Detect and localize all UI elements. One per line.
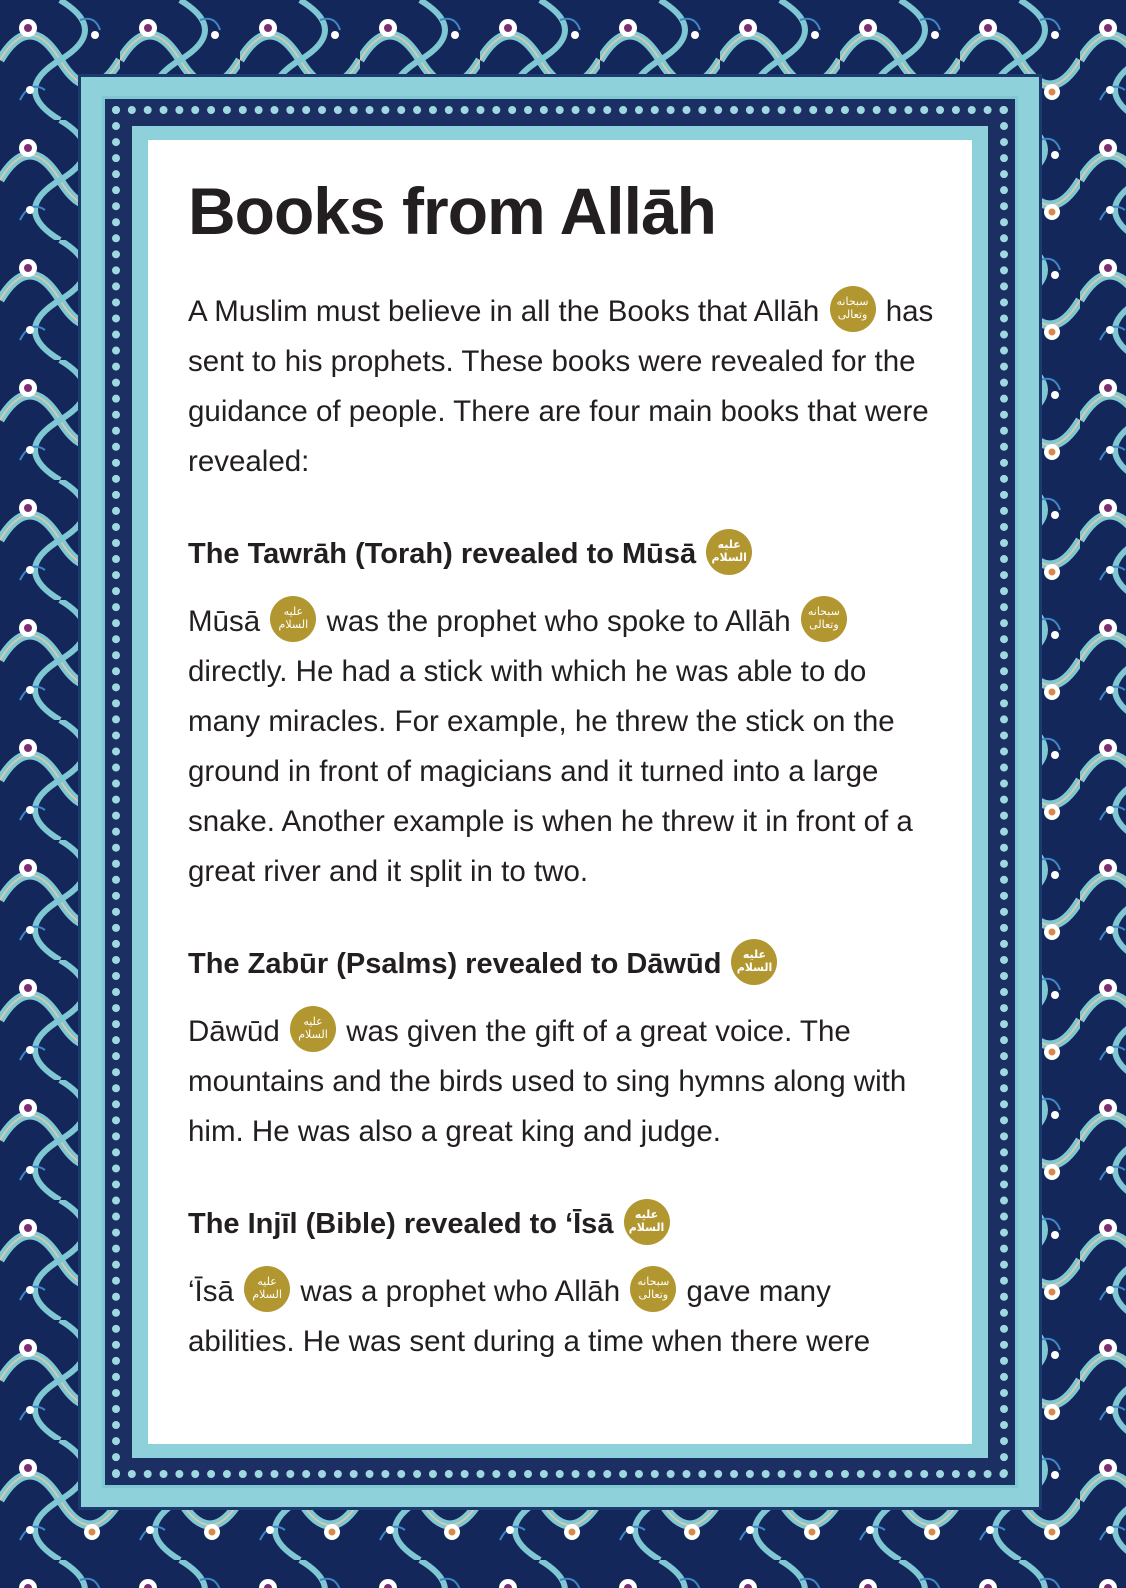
section-heading-text: The Zabūr (Psalms) revealed to Dāwūd	[188, 948, 722, 981]
honorific-alayhi-icon: عليه السلام	[244, 1266, 290, 1312]
honorific-alayhi-icon: عليه السلام	[624, 1199, 670, 1245]
page-panel	[148, 140, 972, 1444]
body-text: Mūsā	[188, 605, 261, 639]
honorific-alayhi-icon: عليه السلام	[290, 1006, 336, 1052]
section-heading-zabur	[188, 939, 938, 989]
intro-text-1: A Muslim must believe in all the Books that Allāh	[188, 295, 820, 329]
body-text: gave many abilities. He was sent during a time when there were	[188, 1275, 871, 1359]
intro-text-2: has sent to his prophets. These books were revealed for the guidance of people. There are four main books that were revealed:	[188, 295, 934, 479]
section-heading-text: The Tawrāh (Torah) revealed to Mūsā	[188, 538, 697, 571]
honorific-subhanahu-icon: سبحانه وتعالى	[630, 1266, 676, 1312]
section-body-zabur	[188, 1007, 938, 1157]
section-heading-text: The Injīl (Bible) revealed to ‘Īsā	[188, 1208, 614, 1241]
honorific-subhanahu-icon: سبحانه وتعالى	[830, 286, 876, 332]
honorific-alayhi-icon: عليه السلام	[731, 939, 777, 985]
honorific-subhanahu-icon: سبحانه وتعالى	[801, 596, 847, 642]
section-heading-tawrah	[188, 529, 938, 579]
section-heading-injil	[188, 1199, 938, 1249]
honorific-alayhi-icon: عليه السلام	[706, 529, 752, 575]
body-text: was a prophet who Allāh	[300, 1275, 621, 1309]
section-body-injil	[188, 1267, 938, 1367]
body-text: ‘Īsā	[188, 1275, 234, 1309]
body-text: Dāwūd	[188, 1015, 280, 1049]
section-body-tawrah	[188, 597, 938, 897]
page-title: Books from Allāh	[188, 174, 716, 248]
page-content	[188, 172, 938, 1367]
intro-paragraph	[188, 287, 938, 487]
body-text: was given the gift of a great voice. The mountains and the birds used to sing hymns along with him. He was also a great king and judge.	[188, 1015, 907, 1149]
honorific-alayhi-icon: عليه السلام	[270, 596, 316, 642]
body-text: was the prophet who spoke to Allāh	[326, 605, 791, 639]
body-text: directly. He had a stick with which he was able to do many miracles. For example, he threw the stick on the ground in front of magicians and it turned into a large snake. Another example is when he threw it in front of a great river and it split in to two.	[188, 655, 913, 889]
